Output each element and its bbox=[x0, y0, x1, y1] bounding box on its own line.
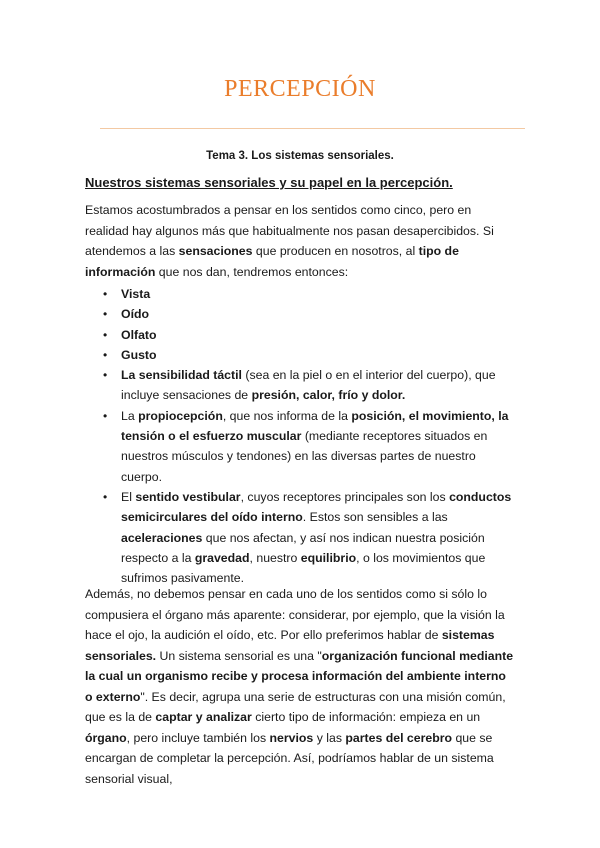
bold-run: captar y analizar bbox=[155, 710, 252, 724]
bullet-icon: • bbox=[103, 347, 108, 362]
bold-run: Olfato bbox=[121, 327, 157, 342]
bold-run: Gusto bbox=[121, 347, 157, 362]
text-run: que se encargan de completar la percepción. Así, podríamos hablar de un sistema sensorial visual, bbox=[85, 730, 494, 786]
bold-run: La sensibilidad táctil bbox=[121, 368, 242, 383]
bold-run: Oído bbox=[121, 307, 150, 322]
page-title: PERCEPCIÓN bbox=[224, 76, 376, 102]
bold-run: organización funcional mediante la cual un organismo recibe y procesa información del ambiente interno o externo bbox=[85, 648, 514, 704]
list-item bbox=[85, 284, 515, 304]
bold-run: gravedad bbox=[194, 550, 250, 565]
bold-run: conductos semicirculares del oído interno bbox=[121, 489, 512, 525]
subtitle: Tema 3. Los sistemas sensoriales. bbox=[206, 150, 394, 162]
bold-run: órgano bbox=[85, 730, 127, 745]
list-item bbox=[85, 365, 515, 406]
bold-run: sensaciones bbox=[178, 244, 253, 258]
text-run: , cuyos receptores principales son los bbox=[240, 489, 450, 504]
list-item bbox=[85, 304, 515, 324]
bold-run: partes del cerebro bbox=[345, 730, 453, 745]
section-heading: Nuestros sistemas sensoriales y su papel en la percepción. bbox=[85, 175, 453, 190]
text-run: Además, no debemos pensar en cada uno de los sentidos como si sólo lo compusiera el órgano más aparente: considerar, por ejemplo, que la visión la hace el ojo, la audición el oído, etc. Por ello preferimos hablar de bbox=[85, 587, 505, 642]
bold-run: propiocepción bbox=[138, 408, 223, 423]
systems-paragraph bbox=[85, 584, 515, 789]
bold-run: posición, el movimiento, la tensión o el esfuerzo muscular bbox=[121, 408, 509, 444]
text-run: , pero incluye también los bbox=[126, 730, 270, 745]
title-divider bbox=[100, 128, 525, 129]
bold-run: Vista bbox=[121, 287, 151, 301]
bold-run: equilibrio bbox=[300, 550, 357, 565]
bold-run: nervios bbox=[269, 730, 314, 745]
text-run: Un sistema sensorial es una " bbox=[156, 648, 322, 663]
text-run: , que nos informa de la bbox=[222, 408, 352, 423]
bullet-icon: • bbox=[103, 307, 108, 322]
bullet-icon: • bbox=[103, 489, 108, 504]
senses-list bbox=[85, 284, 515, 588]
text-run: El bbox=[121, 489, 136, 504]
bullet-icon: • bbox=[103, 408, 108, 423]
text-run: y las bbox=[313, 730, 346, 745]
text-run: Estamos acostumbrados a pensar en los sentidos como cinco, pero en realidad hay algunos más que habitualmente nos pasan desapercibidos. Si atendemos a las bbox=[85, 203, 494, 258]
bullet-icon: • bbox=[103, 368, 108, 383]
bold-run: sentido vestibular bbox=[135, 489, 241, 504]
text-run: (mediante receptores situados en nuestros músculos y tendones) en las diversas partes de nuestro cuerpo. bbox=[121, 429, 488, 484]
text-run: cierto tipo de información: empieza en un bbox=[251, 710, 481, 724]
intro-paragraph bbox=[85, 200, 515, 282]
text-run: , nuestro bbox=[249, 550, 301, 565]
list-item bbox=[85, 487, 515, 588]
text-run: . Estos son sensibles a las bbox=[302, 510, 448, 525]
text-run: (sea en la piel o en el interior del cuerpo), que incluye sensaciones de bbox=[121, 368, 496, 403]
bold-run: aceleraciones bbox=[121, 530, 203, 545]
text-run: que producen en nosotros, al bbox=[252, 244, 419, 258]
text-run: que nos afectan, y así nos indican nuestra posición respecto a la bbox=[121, 530, 485, 565]
list-item bbox=[85, 325, 515, 345]
list-item bbox=[85, 345, 515, 365]
bold-run: tipo de información bbox=[85, 244, 459, 279]
bold-run: sistemas sensoriales. bbox=[85, 628, 495, 663]
bold-run: presión, calor, frío y dolor. bbox=[251, 388, 406, 403]
bullet-icon: • bbox=[103, 287, 108, 301]
text-run: La bbox=[121, 408, 139, 423]
list-item bbox=[85, 406, 515, 487]
bullet-icon: • bbox=[103, 327, 108, 342]
text-run: , o los movimientos que sufrimos pasivamente. bbox=[121, 550, 486, 586]
text-run: que nos dan, tendremos entonces: bbox=[155, 264, 349, 279]
text-run: ". Es decir, agrupa una serie de estructuras con una misión común, que es la de bbox=[85, 689, 506, 724]
